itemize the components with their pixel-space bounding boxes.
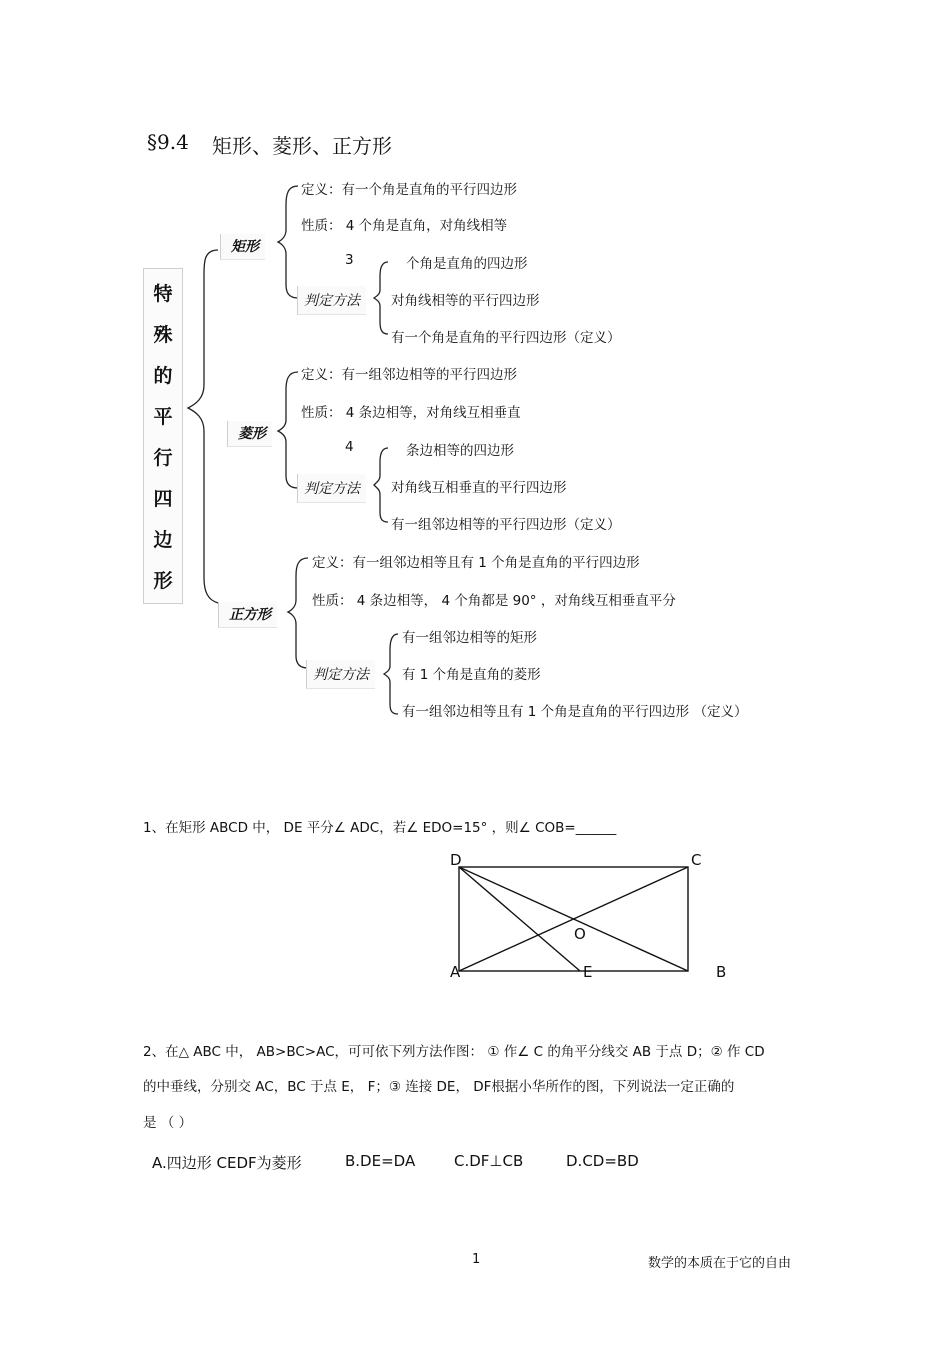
square-property: 性质： 4 条边相等， 4 个角都是 90° ，对角线互相垂直平分 — [312, 593, 676, 609]
option-a: A.四边形 CEDF为菱形 — [152, 1154, 302, 1172]
point-label-c: C — [691, 851, 702, 869]
rhombus-label: 菱形 — [227, 421, 272, 447]
question-2-line-1: 2、在△ ABC 中， AB>BC>AC，可可依下列方法作图： ① 作∠ C 的角平分线交 AB 于点 D；② 作 CD — [143, 1044, 765, 1060]
square-judge-1: 有一组邻边相等的矩形 — [402, 630, 537, 646]
vertical-char: 平 — [153, 406, 173, 428]
rhombus-judge-label: 判定方法 — [297, 474, 366, 503]
segment-de — [459, 867, 580, 971]
vertical-char: 行 — [153, 447, 173, 469]
question-1-text: 1、在矩形 ABCD 中， DE 平分∠ ADC，若∠ EDO=15° ，则∠ COB=______ — [143, 820, 617, 836]
rect-judge-1-number: 3 — [345, 252, 354, 268]
rect-judge-3: 有一个角是直角的平行四边形（定义） — [391, 330, 621, 346]
point-label-a: A — [450, 963, 461, 981]
point-label-o: O — [574, 925, 586, 943]
rhombus-property: 性质： 4 条边相等，对角线互相垂直 — [301, 405, 521, 421]
square-judge-2: 有 1 个角是直角的菱形 — [402, 667, 541, 683]
rhombus-judge-2: 对角线互相垂直的平行四边形 — [391, 480, 567, 496]
rect-judge-1: 个角是直角的四边形 — [406, 256, 528, 272]
option-c: C.DF⊥CB — [454, 1152, 524, 1170]
page-number: 1 — [472, 1252, 481, 1267]
rhombus-judge-1-number: 4 — [345, 439, 354, 455]
point-label-d: D — [450, 851, 462, 869]
vertical-char: 的 — [153, 365, 173, 387]
page-title: 矩形、菱形、正方形 — [212, 134, 392, 158]
vertical-char: 四 — [153, 488, 173, 510]
vertical-char: 边 — [153, 529, 173, 551]
rhombus-judge-3: 有一组邻边相等的平行四边形（定义） — [391, 517, 621, 533]
footer-motto: 数学的本质在于它的自由 — [648, 1256, 792, 1271]
question-2-line-2: 的中垂线，分别交 AC，BC 于点 E， F；③ 连接 DE， DF根据小华所作的图，下列说法一定正确的 — [143, 1079, 735, 1095]
rect-label: 矩形 — [220, 234, 265, 260]
rhombus-judge-1: 条边相等的四边形 — [406, 443, 514, 459]
square-judge-label: 判定方法 — [306, 660, 375, 689]
point-label-e: E — [583, 963, 593, 981]
vertical-char: 特 — [153, 283, 173, 305]
square-label: 正方形 — [218, 602, 277, 628]
rect-definition: 定义：有一个角是直角的平行四边形 — [301, 182, 517, 198]
square-judge-3: 有一组邻边相等且有 1 个角是直角的平行四边形 （定义） — [402, 704, 748, 720]
vertical-char: 形 — [153, 570, 173, 592]
rect-judge-label: 判定方法 — [297, 286, 366, 315]
rect-property: 性质： 4 个角是直角，对角线相等 — [301, 218, 508, 234]
rhombus-definition: 定义：有一组邻边相等的平行四边形 — [301, 367, 517, 383]
option-b: B.DE=DA — [345, 1152, 416, 1170]
section-number: §9.4 — [147, 130, 189, 154]
rect-judge-2: 对角线相等的平行四边形 — [391, 293, 540, 309]
square-definition: 定义：有一组邻边相等且有 1 个角是直角的平行四边形 — [312, 555, 640, 571]
point-label-b: B — [716, 963, 727, 981]
option-d: D.CD=BD — [566, 1152, 639, 1170]
vertical-char: 殊 — [153, 324, 173, 346]
question-2-line-3: 是 （ ） — [143, 1115, 193, 1131]
